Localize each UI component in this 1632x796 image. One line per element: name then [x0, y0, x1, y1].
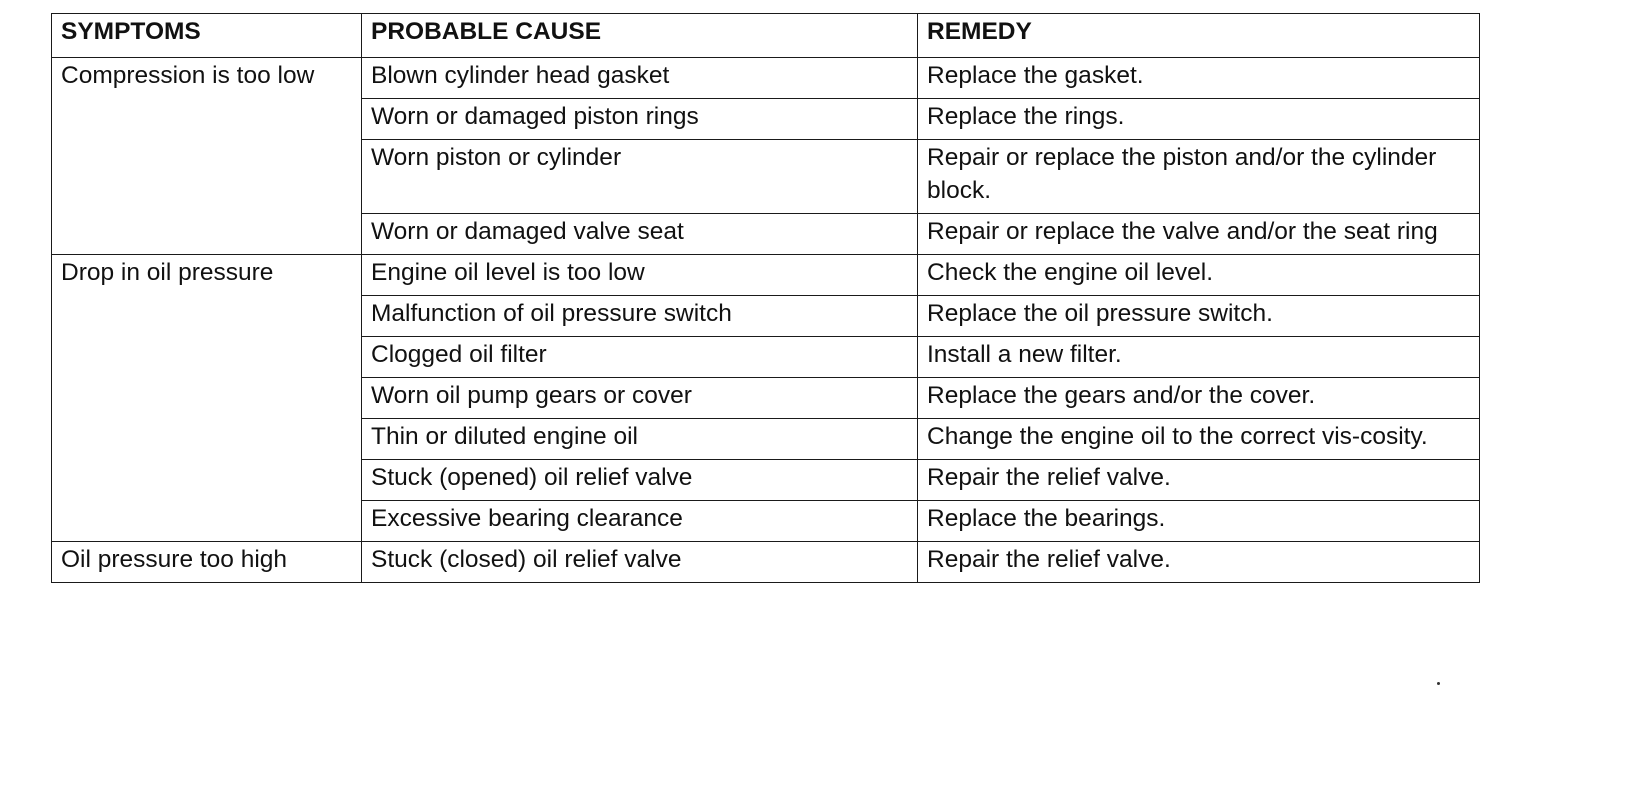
symptom-cell: Oil pressure too high [52, 542, 362, 583]
stray-dot-mark [1437, 682, 1440, 685]
table-header [52, 14, 1480, 58]
troubleshooting-table [51, 13, 1480, 583]
probable-cause-cell: Stuck (closed) oil relief valve [362, 542, 918, 583]
remedy-cell: Replace the rings. [918, 99, 1480, 140]
probable-cause-cell: Excessive bearing clearance [362, 501, 918, 542]
remedy-cell: Repair or replace the valve and/or the seat ring [918, 214, 1480, 255]
remedy-cell: Replace the oil pressure switch. [918, 296, 1480, 337]
symptom-cell: Compression is too low [52, 58, 362, 255]
remedy-cell: Repair the relief valve. [918, 542, 1480, 583]
probable-cause-cell: Worn or damaged valve seat [362, 214, 918, 255]
probable-cause-cell: Thin or diluted engine oil [362, 419, 918, 460]
table-row [52, 255, 1480, 296]
probable-cause-cell: Malfunction of oil pressure switch [362, 296, 918, 337]
remedy-cell: Repair the relief valve. [918, 460, 1480, 501]
header-remedy: REMEDY [918, 14, 1480, 58]
remedy-cell: Replace the bearings. [918, 501, 1480, 542]
probable-cause-cell: Engine oil level is too low [362, 255, 918, 296]
table-row [52, 58, 1480, 99]
probable-cause-cell: Worn or damaged piston rings [362, 99, 918, 140]
probable-cause-cell: Worn oil pump gears or cover [362, 378, 918, 419]
probable-cause-cell: Blown cylinder head gasket [362, 58, 918, 99]
remedy-cell: Install a new filter. [918, 337, 1480, 378]
header-probable-cause: PROBABLE CAUSE [362, 14, 918, 58]
probable-cause-cell: Stuck (opened) oil relief valve [362, 460, 918, 501]
header-row [52, 14, 1480, 58]
probable-cause-cell: Clogged oil filter [362, 337, 918, 378]
remedy-cell: Check the engine oil level. [918, 255, 1480, 296]
symptom-cell: Drop in oil pressure [52, 255, 362, 542]
table-row [52, 542, 1480, 583]
probable-cause-cell: Worn piston or cylinder [362, 140, 918, 214]
header-symptoms: SYMPTOMS [52, 14, 362, 58]
remedy-cell: Replace the gears and/or the cover. [918, 378, 1480, 419]
table-body [52, 58, 1480, 583]
remedy-cell: Change the engine oil to the correct vis-cosity. [918, 419, 1480, 460]
remedy-cell: Replace the gasket. [918, 58, 1480, 99]
remedy-cell: Repair or replace the piston and/or the cylinder block. [918, 140, 1480, 214]
